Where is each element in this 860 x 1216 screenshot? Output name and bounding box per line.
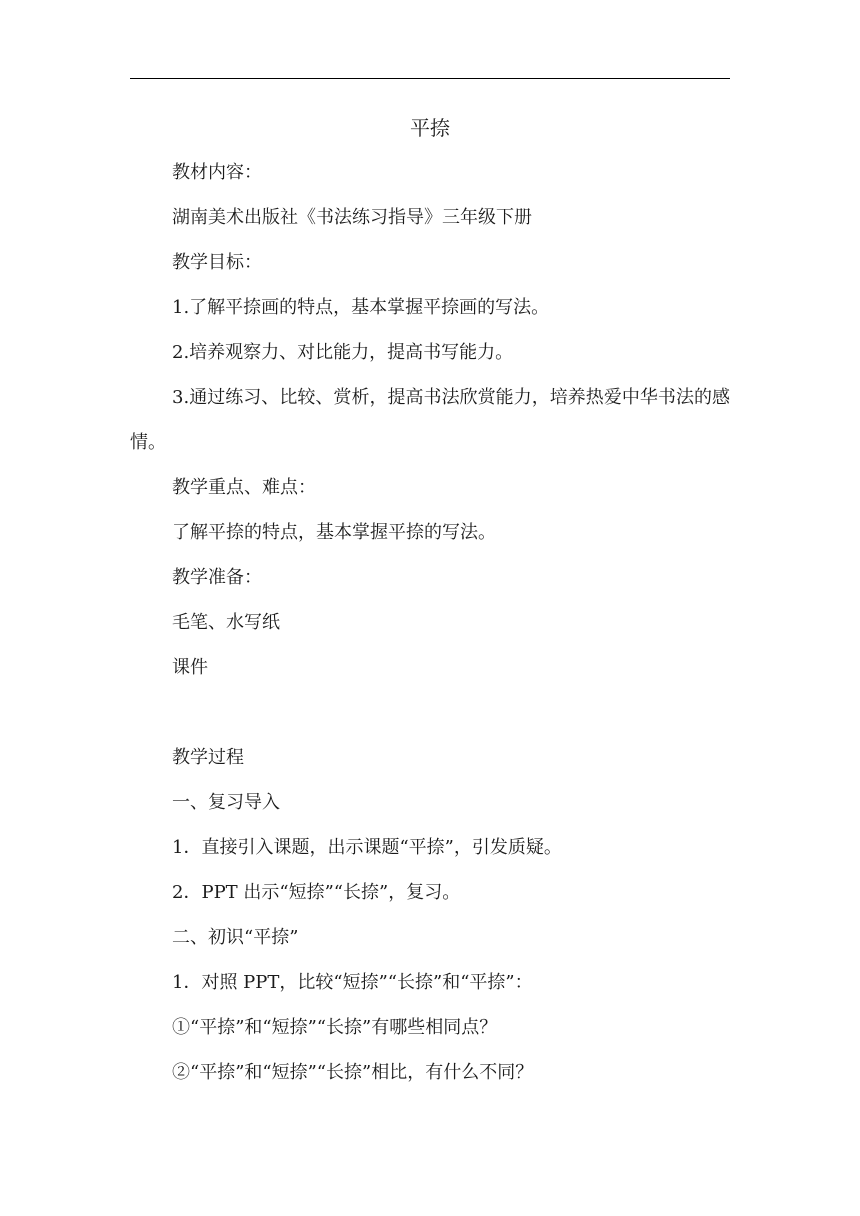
section-2-question-1: ①“平捺”和“短捺”“长捺”有哪些相同点？	[172, 1017, 498, 1038]
section-2-heading: 二、初识“平捺”	[172, 927, 299, 948]
section-1-item-1: 1．直接引入课题，出示课题“平捺”，引发质疑。	[172, 837, 562, 858]
section-1-heading: 一、复习导入	[172, 792, 280, 813]
key-points-text: 了解平捺的特点，基本掌握平捺的写法。	[172, 522, 496, 543]
document-title: 平捺	[410, 116, 450, 140]
goal-item-2: 2.培养观察力、对比能力，提高书写能力。	[172, 342, 514, 363]
section-2-question-2: ②“平捺”和“短捺”“长捺”相比，有什么不同？	[172, 1062, 534, 1083]
material-heading: 教材内容：	[172, 162, 262, 183]
key-points-heading: 教学重点、难点：	[172, 477, 316, 498]
goal-item-1: 1.了解平捺画的特点，基本掌握平捺画的写法。	[172, 297, 550, 318]
process-heading: 教学过程	[172, 747, 244, 768]
header-rule	[130, 78, 730, 79]
prep-heading: 教学准备：	[172, 567, 262, 588]
goals-heading: 教学目标：	[172, 252, 262, 273]
material-text: 湖南美术出版社《书法练习指导》三年级下册	[172, 207, 532, 228]
section-2-item-1: 1．对照 PPT，比较“短捺”“长捺”和“平捺”：	[172, 972, 533, 993]
goal-item-3: 3.通过练习、比较、赏析，提高书法欣赏能力，培养热爱中华书法的感情。	[130, 387, 730, 453]
section-1-item-2: 2．PPT 出示“短捺”“长捺”，复习。	[172, 882, 461, 903]
prep-item-2: 课件	[172, 657, 208, 678]
prep-item-1: 毛笔、水写纸	[172, 612, 280, 633]
